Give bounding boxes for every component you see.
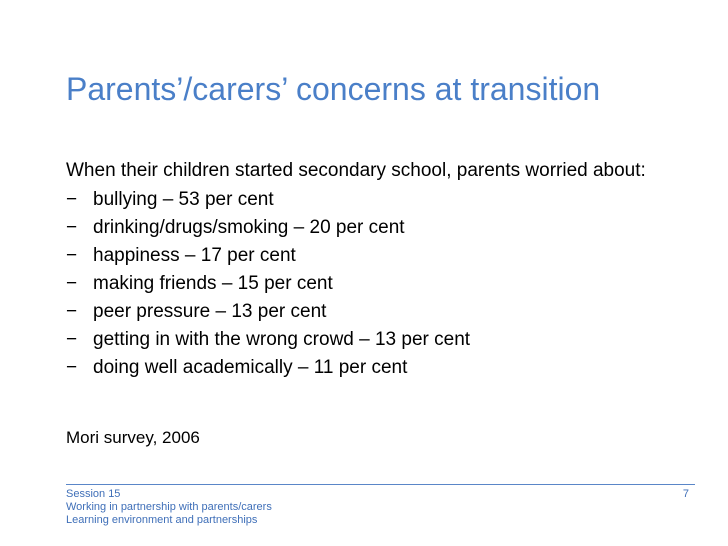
list-item <box>66 214 666 242</box>
slide-body <box>66 160 666 382</box>
bullet-dash: − <box>66 329 78 350</box>
slide-title: Parents’/carers’ concerns at transition <box>66 71 601 107</box>
bullet-dash: − <box>66 301 78 322</box>
list-item-text: happiness – 17 per cent <box>93 245 296 266</box>
footer-module: Working in partnership with parents/carers <box>66 501 272 513</box>
bullet-dash: − <box>66 245 78 266</box>
list-item-text: drinking/drugs/smoking – 20 per cent <box>93 217 405 238</box>
list-item <box>66 298 666 326</box>
list-item <box>66 326 666 354</box>
bullet-dash: − <box>66 217 78 238</box>
list-item-text: making friends – 15 per cent <box>93 273 333 294</box>
footer-strand: Learning environment and partnerships <box>66 514 258 526</box>
list-item <box>66 242 666 270</box>
footer-session: Session 15 <box>66 488 121 500</box>
list-item-text: bullying – 53 per cent <box>93 189 274 210</box>
page-number: 7 <box>682 488 689 500</box>
bullet-dash: − <box>66 273 78 294</box>
list-item-text: getting in with the wrong crowd – 13 per cent <box>93 329 471 350</box>
list-item <box>66 270 666 298</box>
list-item-text: peer pressure – 13 per cent <box>93 301 327 322</box>
bullet-dash: − <box>66 189 78 210</box>
footer-divider <box>66 484 695 485</box>
intro-text: When their children started secondary school, parents worried about: <box>66 160 646 181</box>
concern-list <box>66 186 666 382</box>
footer <box>66 488 272 527</box>
list-item-text: doing well academically – 11 per cent <box>93 357 408 378</box>
list-item <box>66 186 666 214</box>
list-item <box>66 354 666 382</box>
source-citation: Mori survey, 2006 <box>66 428 200 447</box>
bullet-dash: − <box>66 357 78 378</box>
